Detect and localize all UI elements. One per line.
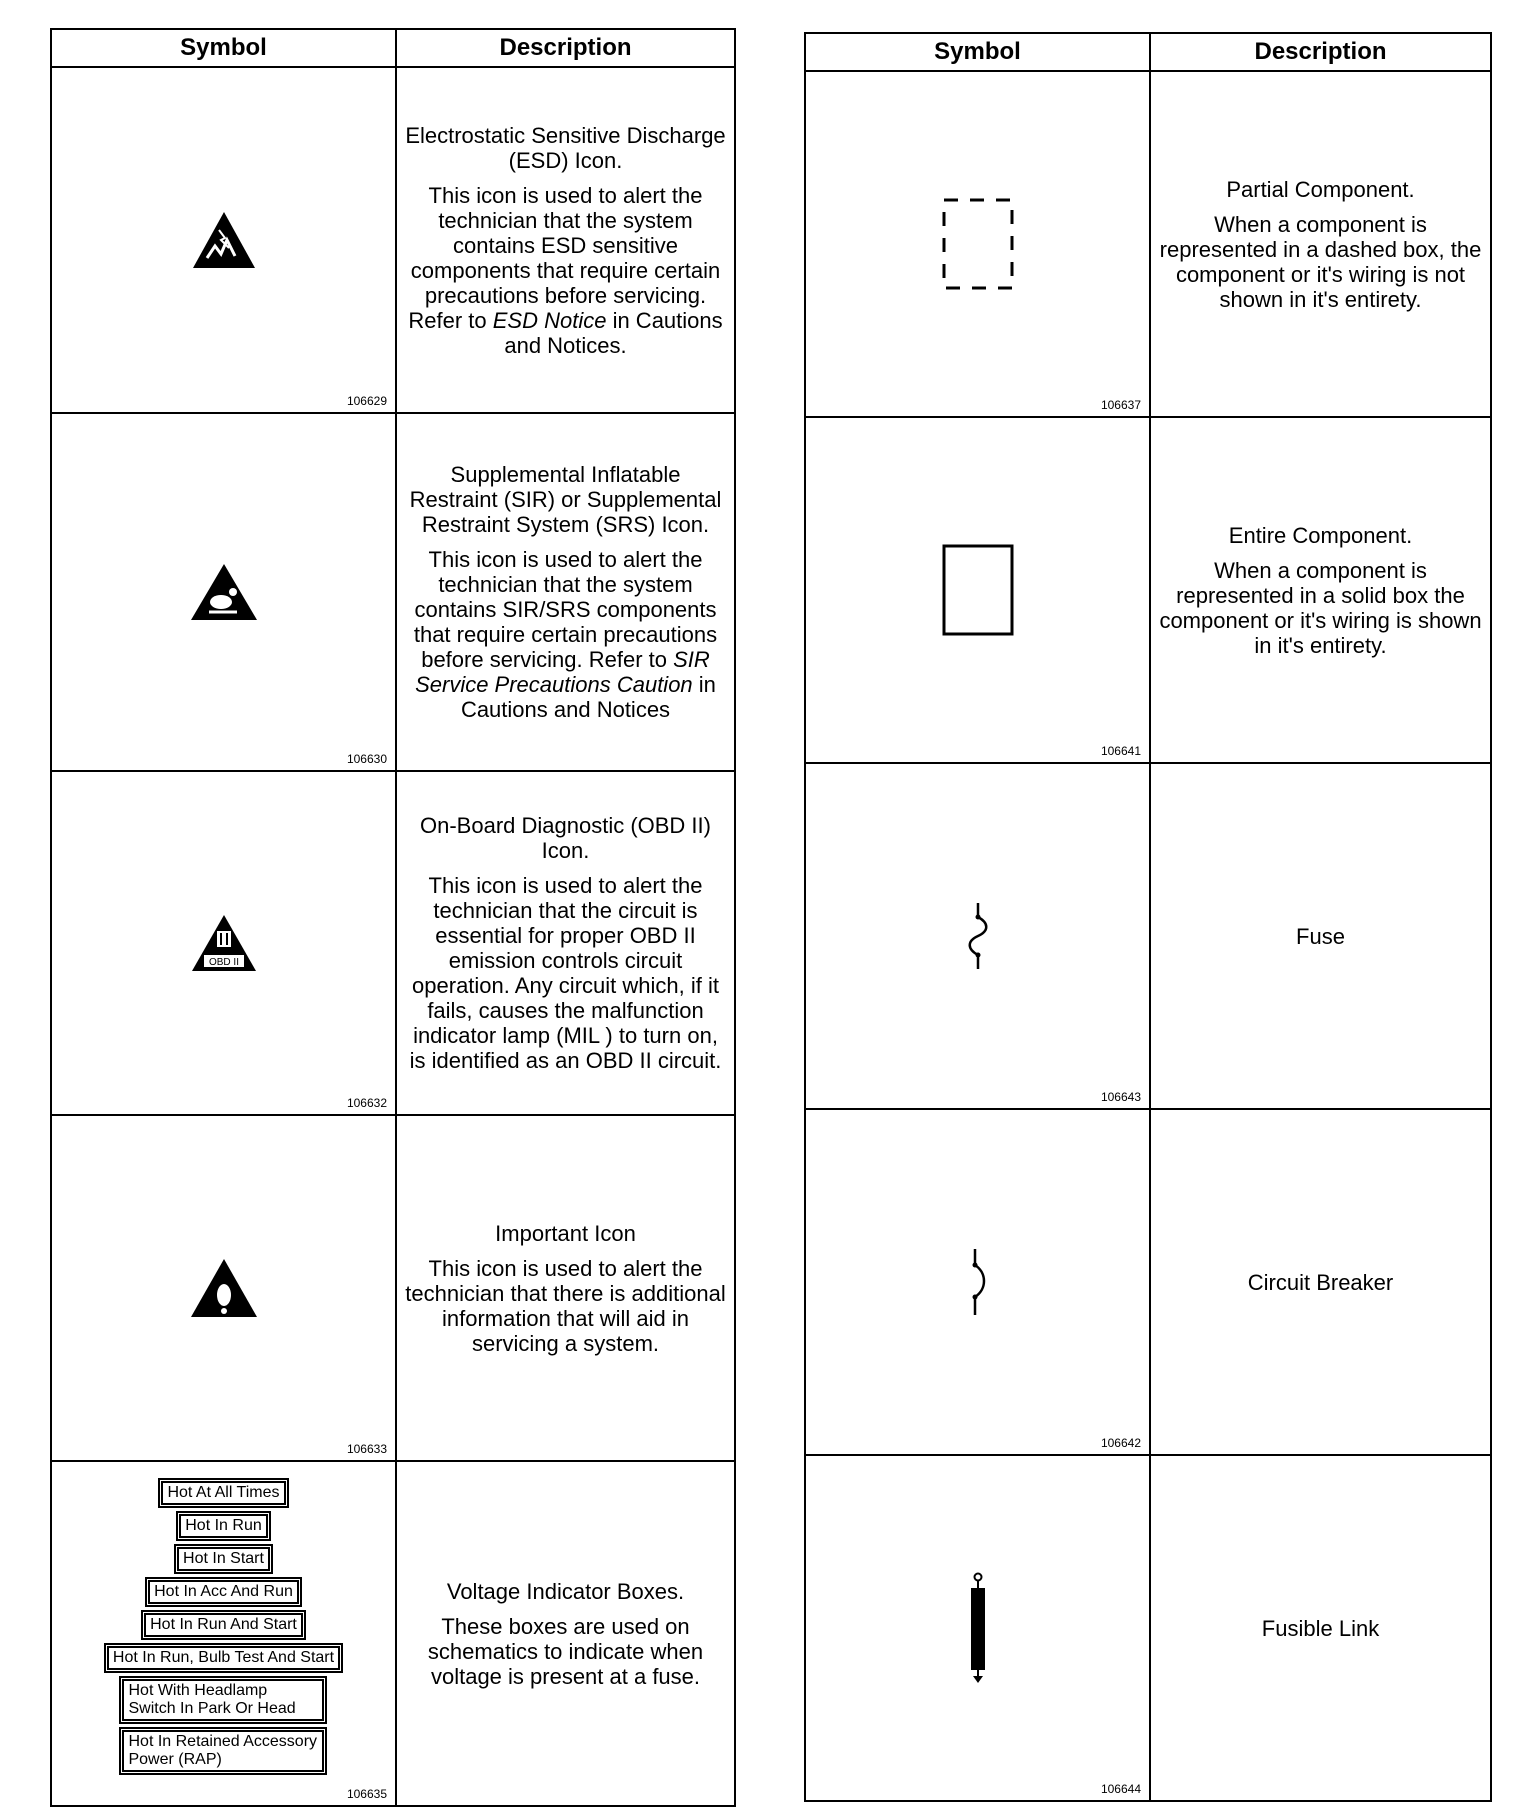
figure-ref: 106629 xyxy=(346,394,387,408)
voltage-indicator-boxes xyxy=(107,1481,340,1772)
left-symbol-table xyxy=(50,28,736,1807)
voltage-box: Hot In Retained Accessory Power (RAP) xyxy=(122,1730,324,1772)
description-title: Fuse xyxy=(1296,923,1345,949)
description-header: Description xyxy=(1150,33,1491,71)
description-body: When a component is represented in a dashed box, the component or it's wiring is not shown in it's entirety. xyxy=(1159,211,1482,312)
symbol-cell xyxy=(51,1461,396,1806)
obd-ii-icon-label: OBD II xyxy=(208,957,239,968)
description-body: This icon is used to alert the technician that the system contains ESD sensitive components that require certain precautions before servicing. Refer to ESD Notice in Cautions and Notices. xyxy=(408,182,723,358)
figure-ref: 106632 xyxy=(346,1096,387,1110)
voltage-box: Hot In Start xyxy=(177,1547,270,1571)
symbol-cell xyxy=(51,771,396,1115)
description-title: Important Icon xyxy=(495,1220,636,1246)
figure-ref: 106630 xyxy=(346,752,387,766)
description-body: These boxes are used on schematics to indicate when voltage is present at a fuse. xyxy=(427,1613,704,1689)
voltage-box: Hot In Run, Bulb Test And Start xyxy=(107,1646,340,1670)
description-body: This icon is used to alert the technician that the system contains SIR/SRS components that require certain precautions before servicing. Refer to SIR Service Precautions Caution in Cautions and Notices xyxy=(413,547,718,722)
figure-ref: 106644 xyxy=(1100,1782,1141,1796)
description-body: When a component is represented in a solid box the component or it's wiring is shown in it's entirety. xyxy=(1159,557,1482,658)
symbol-header: Symbol xyxy=(51,29,396,67)
description-cell xyxy=(396,771,735,1115)
description-title: Entire Component. xyxy=(1228,522,1413,548)
description-title: Partial Component. xyxy=(1226,176,1415,202)
description-title: Supplemental Inflatable Restraint (SIR) or Supplemental Restraint System (SRS) Icon. xyxy=(409,462,722,537)
description-cell xyxy=(1150,417,1491,763)
figure-ref: 106643 xyxy=(1100,1090,1141,1104)
voltage-box: Hot In Run And Start xyxy=(144,1613,303,1637)
table-header xyxy=(51,29,735,67)
table-row xyxy=(51,1461,735,1806)
figure-ref: 106642 xyxy=(1100,1436,1141,1450)
symbol-cell xyxy=(805,1109,1150,1455)
description-title: On-Board Diagnostic (OBD II) Icon. xyxy=(420,813,711,863)
description-cell xyxy=(1150,763,1491,1109)
symbol-cell xyxy=(51,413,396,771)
dashed-box-icon xyxy=(941,197,1015,291)
table-row xyxy=(51,1115,735,1461)
description-cell xyxy=(396,1115,735,1461)
table-row xyxy=(805,1109,1491,1455)
symbol-header: Symbol xyxy=(805,33,1150,71)
table-row xyxy=(805,417,1491,763)
symbol-cell xyxy=(51,67,396,413)
description-title: Electrostatic Sensitive Discharge (ESD) Icon. xyxy=(405,122,726,173)
table-row xyxy=(805,1455,1491,1801)
symbol-cell xyxy=(805,71,1150,417)
figure-ref: 106633 xyxy=(346,1442,387,1456)
table-row xyxy=(51,413,735,771)
description-title: Circuit Breaker xyxy=(1247,1269,1394,1295)
table-row xyxy=(805,763,1491,1109)
description-cell xyxy=(396,67,735,413)
esd-icon xyxy=(191,210,257,270)
description-header: Description xyxy=(396,29,735,67)
voltage-box: Hot In Run xyxy=(179,1514,267,1538)
figure-ref: 106641 xyxy=(1100,744,1141,758)
voltage-box: Hot With Headlamp Switch In Park Or Head xyxy=(122,1679,324,1721)
description-cell xyxy=(1150,1455,1491,1801)
description-body: This icon is used to alert the technician that the circuit is essential for proper OBD II emission controls circuit operation. Any circuit which, if it fails, causes the malfunction indicator lamp (MIL ) to turn on, is identified as an OBD II circuit. xyxy=(409,873,722,1073)
symbol-cell xyxy=(51,1115,396,1461)
description-body: This icon is used to alert the technician that there is additional information that will aid in servicing a system. xyxy=(405,1255,726,1356)
voltage-box: Hot In Acc And Run xyxy=(148,1580,299,1604)
description-cell xyxy=(396,413,735,771)
fusible-link-icon xyxy=(966,1572,990,1684)
description-title: Voltage Indicator Boxes. xyxy=(446,1578,685,1604)
description-title: Fusible Link xyxy=(1261,1615,1380,1641)
solid-box-icon xyxy=(941,543,1015,637)
fuse-icon xyxy=(963,901,993,971)
table-header xyxy=(805,33,1491,71)
table-row xyxy=(805,71,1491,417)
important-icon xyxy=(189,1257,259,1319)
table-row xyxy=(51,771,735,1115)
right-symbol-table xyxy=(804,32,1492,1802)
description-cell xyxy=(396,1461,735,1806)
symbol-cell xyxy=(805,1455,1150,1801)
table-row xyxy=(51,67,735,413)
voltage-box: Hot At All Times xyxy=(161,1481,285,1505)
description-cell xyxy=(1150,71,1491,417)
sir-icon xyxy=(189,562,259,622)
symbol-cell xyxy=(805,417,1150,763)
figure-ref: 106635 xyxy=(346,1787,387,1801)
figure-ref: 106637 xyxy=(1100,398,1141,412)
circuit-breaker-icon xyxy=(963,1247,993,1317)
obd-ii-icon xyxy=(190,913,258,973)
description-cell xyxy=(1150,1109,1491,1455)
symbol-cell xyxy=(805,763,1150,1109)
